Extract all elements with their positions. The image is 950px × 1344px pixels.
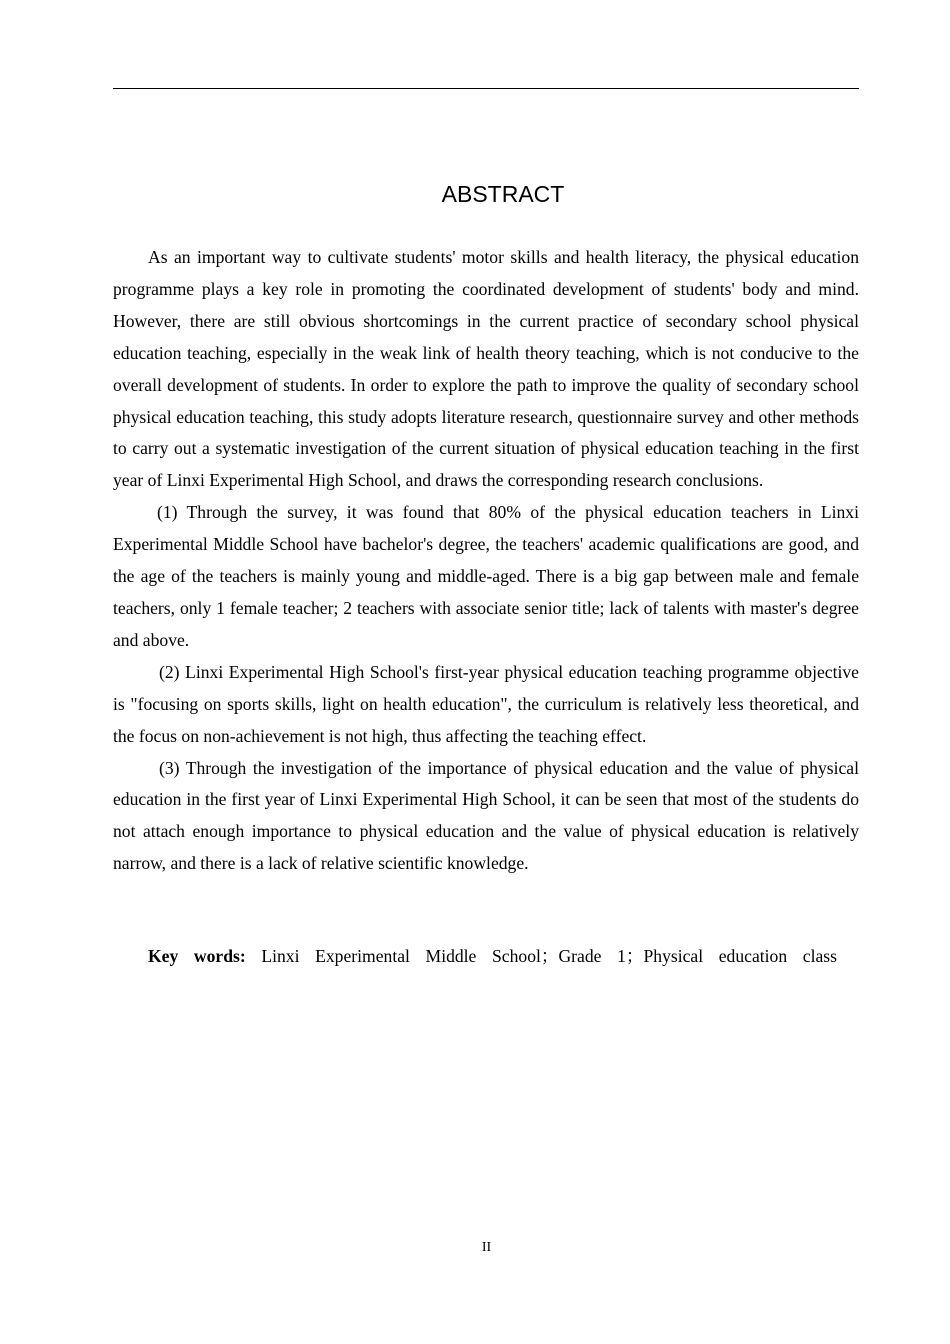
keywords-line — [113, 941, 837, 973]
keywords-label: Key words: — [148, 946, 246, 966]
page-number: II — [481, 1240, 492, 1255]
abstract-title: ABSTRACT — [441, 181, 565, 207]
abstract-paragraph-finding-3: (3) Through the investigation of the importance of physical education and the value of physical education in the first year of Linxi Experimental High School, it can be seen that most of the students do not attach enough importance to physical education and the value of physical education is relatively narrow, and there is a lack of relative scientific knowledge. — [113, 757, 859, 874]
header-rule — [113, 88, 859, 89]
abstract-paragraph-finding-2: (2) Linxi Experimental High School's first-year physical education teaching programme objective is "focusing on sports skills, light on health education", the curriculum is relatively less theoretical, and the focus on non-achievement is not high, thus affecting the teaching effect. — [113, 661, 859, 746]
abstract-paragraph-intro: As an important way to cultivate students' motor skills and health literacy, the physical education programme plays a key role in promoting the coordinated development of students' body and mind. However, there are still obvious shortcomings in the current practice of secondary school physical education teaching, especially in the weak link of health theory teaching, which is not conducive to the overall development of students. In order to explore the path to improve the quality of secondary school physical education teaching, this study adopts literature research, questionnaire survey and other methods to carry out a systematic investigation of the current situation of physical education teaching in the first year of Linxi Experimental High School, and draws the corresponding research conclusions. — [113, 247, 859, 491]
keywords-text: Linxi Experimental Middle School；Grade 1；Physical education class — [261, 946, 837, 966]
abstract-body — [113, 242, 859, 880]
abstract-paragraph-finding-1: (1) Through the survey, it was found that 80% of the physical education teachers in Linxi Experimental Middle School have bachelor's degree, the teachers' academic qualifications are good, and the age of the teachers is mainly young and middle-aged. There is a big gap between male and female teachers, only 1 female teacher; 2 teachers with associate senior title; lack of talents with master's degree and above. — [113, 502, 859, 650]
